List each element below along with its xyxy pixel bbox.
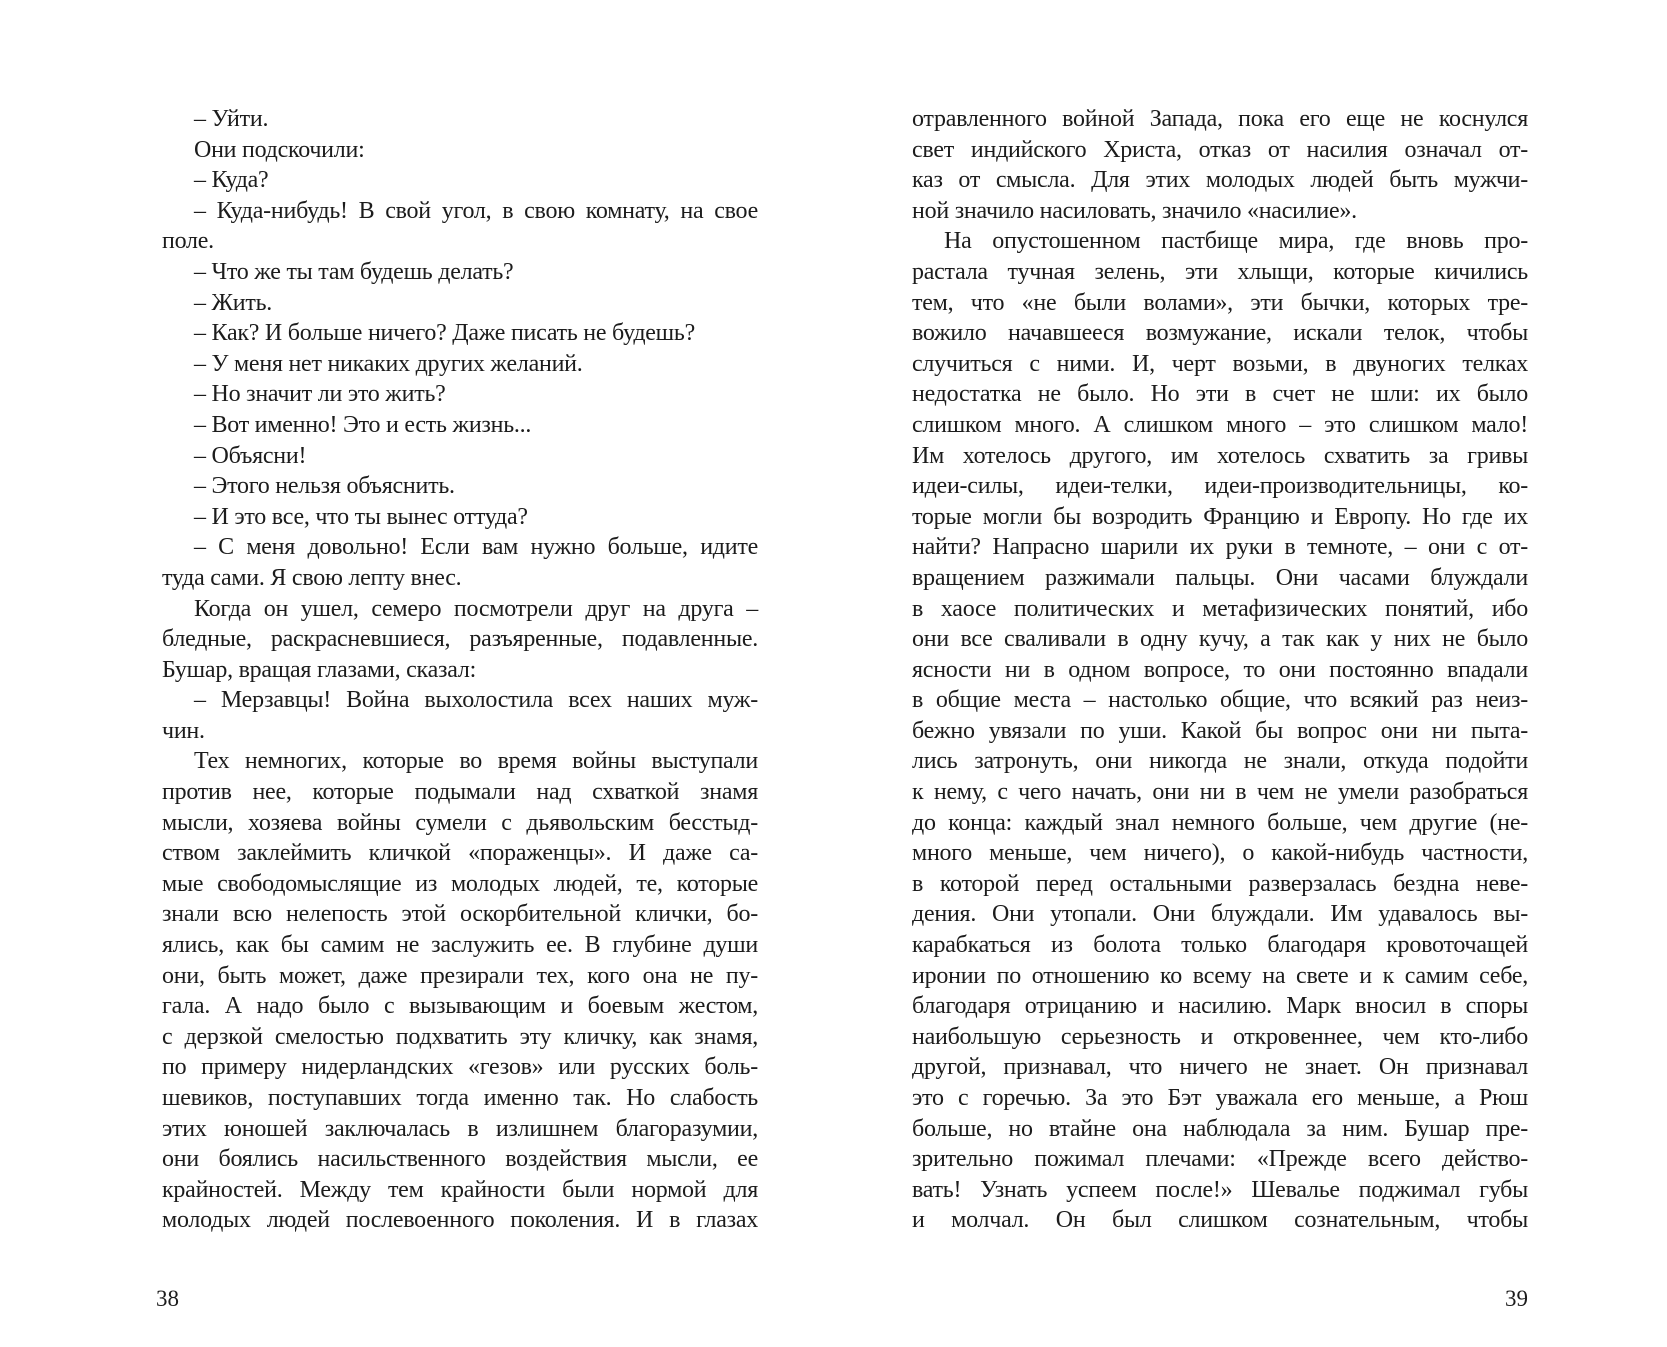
text-line: свет индийского Христа, отказ от насилия означал от-	[912, 136, 1528, 163]
text-line: – У меня нет никаких других желаний.	[194, 350, 583, 377]
text-line: вращением разжимали пальцы. Они часами блуждали	[912, 564, 1528, 591]
text-line: ясности ни в одном вопросе, то они постоянно впадали	[912, 656, 1528, 683]
text-line: лись затронуть, они никогда не знали, откуда подойти	[912, 748, 1528, 775]
text-line: туда сами. Я свою лепту внес.	[162, 564, 462, 591]
text-line: наибольшую серьезность и откровеннее, чем кто-либо	[912, 1023, 1528, 1050]
text-line: вожило начавшееся возмужание, искали телок, чтобы	[912, 320, 1528, 347]
paragraph	[162, 165, 758, 196]
text-line: шевиков, поступавших тогда именно так. Но слабость	[162, 1085, 758, 1111]
right-page-text	[912, 104, 1528, 1236]
text-line: мые свободомыслящие из молодых людей, те, которые	[162, 870, 758, 897]
paragraph	[162, 502, 758, 533]
text-line: случиться с ними. И, черт возьми, в двуногих телках	[912, 350, 1528, 377]
text-line: крайностей. Между тем крайности были нормой для	[162, 1176, 758, 1203]
text-line: вать! Узнать успеем после!» Шевалье поджимал губы	[912, 1176, 1528, 1203]
text-line: – Объясни!	[194, 442, 307, 469]
paragraph	[162, 685, 758, 746]
text-line: – Мерзавцы! Война выхолостила всех наших муж-	[194, 687, 758, 714]
text-line: к нему, с чего начать, они ни в чем не умели разобраться	[912, 779, 1528, 806]
paragraph	[162, 379, 758, 410]
text-line: до конца: каждый знал немного больше, чем другие (не-	[912, 809, 1528, 836]
text-line: торые могли бы возродить Францию и Европу. Но где их	[912, 503, 1528, 530]
text-line: – Что же ты там будешь делать?	[194, 258, 514, 285]
text-line: другой, признавал, что ничего не знает. Он признавал	[912, 1054, 1528, 1081]
paragraph	[162, 746, 758, 1236]
paragraph	[162, 288, 758, 319]
text-line: – Жить.	[194, 289, 273, 316]
left-page-text	[162, 104, 758, 1236]
text-line: Они подскочили:	[194, 136, 365, 163]
paragraph	[162, 135, 758, 166]
paragraph	[162, 349, 758, 380]
text-line: знали всю нелепость этой оскорбительной клички, бо-	[162, 901, 758, 928]
text-line: Им хотелось другого, им хотелось схватить за гривы	[912, 442, 1528, 469]
text-line: этих юношей заключалась в излишнем благоразумии,	[162, 1115, 758, 1142]
text-line: против нее, которые подымали над схваткой знамя	[162, 779, 758, 806]
text-line: – И это все, что ты вынес оттуда?	[194, 503, 528, 530]
text-line: по примеру нидерландских «гезов» или русских боль-	[162, 1054, 758, 1081]
text-line: в общие места – настолько общие, что всякий раз неиз-	[912, 687, 1528, 714]
page-number-left: 38	[156, 1286, 179, 1311]
text-line: растала тучная зелень, эти хлыщи, которые кичились	[912, 258, 1528, 285]
text-line: чин.	[162, 717, 205, 744]
text-line: это с горечью. За это Бэт уважала его меньше, а Рюш	[912, 1085, 1528, 1111]
text-line: На опустошенном пастбище мира, где вновь про-	[944, 228, 1528, 255]
text-line: карабкаться из болота только благодаря кровоточащей	[912, 932, 1528, 959]
text-line: больше, но втайне она наблюдала за ним. Бушар пре-	[912, 1115, 1528, 1142]
text-line: – Уйти.	[194, 106, 269, 132]
paragraph	[912, 104, 1528, 226]
text-line: идеи-силы, идеи-телки, идеи-производительницы, ко-	[912, 473, 1528, 500]
text-line: ством заклеймить кличкой «пораженцы». И даже са-	[162, 840, 758, 867]
paragraph	[162, 196, 758, 257]
text-line: благодаря отрицанию и насилию. Марк вносил в споры	[912, 993, 1528, 1020]
text-line: отравленного войной Запада, пока его еще не коснулся	[912, 106, 1528, 132]
paragraph	[162, 410, 758, 441]
paragraph	[162, 104, 758, 135]
text-line: зрительно пожимал плечами: «Прежде всего действо-	[912, 1146, 1528, 1173]
text-line: ной значило насиловать, значило «насилие».	[912, 197, 1357, 224]
text-line: – Этого нельзя объяснить.	[194, 473, 455, 500]
text-line: – Куда?	[194, 167, 269, 194]
text-line: с дерзкой смелостью подхватить эту кличку, как знамя,	[162, 1023, 758, 1050]
text-line: они боялись насильственного воздействия мысли, ее	[162, 1146, 758, 1173]
text-line: иронии по отношению ко всему на свете и к самим себе,	[912, 962, 1528, 989]
paragraph	[912, 226, 1528, 1236]
page-number-right: 39	[1505, 1286, 1528, 1311]
text-line: бледные, раскрасневшиеся, разъяренные, подавленные.	[162, 626, 758, 653]
paragraph	[162, 441, 758, 472]
text-line: Бушар, вращая глазами, сказал:	[162, 656, 476, 683]
text-line: – Как? И больше ничего? Даже писать не будешь?	[194, 320, 696, 347]
text-line: много меньше, чем ничего), о какой-нибудь частности,	[912, 840, 1528, 867]
text-line: мысли, хозяева войны сумели с дьявольским бесстыд-	[162, 809, 758, 836]
text-line: – Куда-нибудь! В свой угол, в свою комнату, на свое	[194, 197, 758, 224]
text-line: тем, что «не были волами», эти бычки, которых тре-	[912, 289, 1528, 316]
text-line: поле.	[162, 228, 214, 255]
text-line: – Вот именно! Это и есть жизнь...	[194, 411, 532, 438]
text-line: и молчал. Он был слишком сознательным, чтобы	[912, 1207, 1528, 1234]
text-line: Тех немногих, которые во время войны выступали	[194, 748, 758, 775]
text-line: слишком много. А слишком много – это слишком мало!	[912, 411, 1528, 438]
text-line: Когда он ушел, семеро посмотрели друг на друга –	[194, 595, 758, 622]
text-line: молодых людей послевоенного поколения. И в глазах	[162, 1207, 758, 1234]
text-line: они все сваливали в одну кучу, а так как у них не было	[912, 626, 1528, 653]
text-line: недостатка не было. Но эти в счет не шли: их было	[912, 381, 1528, 408]
text-line: бежно увязали по уши. Какой бы вопрос они ни пыта-	[912, 717, 1528, 744]
text-line: каз от смысла. Для этих молодых людей быть мужчи-	[912, 167, 1528, 194]
text-line: – С меня довольно! Если вам нужно больше, идите	[194, 534, 758, 561]
paragraph	[162, 594, 758, 686]
text-line: ялись, как бы самим не заслужить ее. В глубине души	[162, 932, 758, 959]
text-line: в хаосе политических и метафизических понятий, ибо	[912, 595, 1528, 622]
paragraph	[162, 471, 758, 502]
text-line: гала. А надо было с вызывающим и боевым жестом,	[162, 993, 758, 1020]
text-line: дения. Они утопали. Они блуждали. Им удавалось вы-	[912, 901, 1528, 928]
paragraph	[162, 318, 758, 349]
paragraph	[162, 257, 758, 288]
paragraph	[162, 532, 758, 593]
text-line: в которой перед остальными разверзалась бездна неве-	[912, 870, 1528, 897]
text-line: – Но значит ли это жить?	[194, 381, 446, 408]
text-line: найти? Напрасно шарили их руки в темноте, – они с от-	[912, 534, 1528, 561]
text-line: они, быть может, даже презирали тех, кого она не пу-	[162, 962, 758, 989]
